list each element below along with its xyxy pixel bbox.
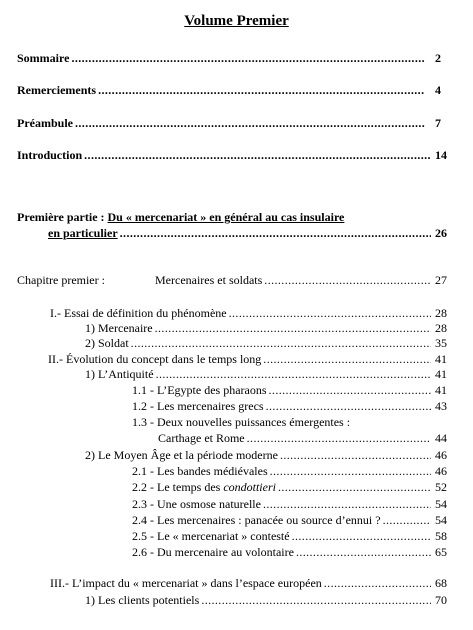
toc-page: 54: [435, 513, 447, 527]
toc-entry[interactable]: [132, 464, 447, 478]
part-prefix: Première partie :: [17, 210, 108, 224]
toc-entry[interactable]: [132, 480, 447, 494]
toc-leader: [229, 306, 431, 320]
toc-label: II.- Évolution du concept dans le temps long: [48, 352, 262, 366]
toc-leader: [201, 593, 431, 607]
toc-page: 4: [435, 83, 441, 97]
toc-leader: [263, 352, 431, 366]
toc-label: [132, 480, 276, 494]
toc-entry[interactable]: [132, 545, 447, 559]
toc-entry[interactable]: [85, 336, 447, 350]
chapter-title: Mercenaires et soldats: [155, 273, 263, 287]
toc-label: 2.6 - Du mercenaire au volontaire: [132, 545, 294, 559]
part-title-line1: Du « mercenariat » en général au cas insulaire: [107, 210, 345, 224]
toc-leader: [324, 576, 431, 590]
toc-page: 70: [435, 593, 447, 607]
toc-leader: [278, 480, 431, 494]
toc-leader: [269, 383, 431, 397]
toc-page: 41: [435, 383, 447, 397]
toc-leader: [263, 497, 431, 511]
toc-label: 2.1 - Les bandes médiévales: [132, 464, 268, 478]
toc-label: Sommaire: [17, 51, 70, 65]
toc-entry[interactable]: [85, 367, 447, 381]
chapter-entry[interactable]: [155, 273, 447, 287]
toc-page: 28: [435, 306, 447, 320]
toc-entry[interactable]: [85, 593, 447, 607]
toc-page: 2: [435, 51, 441, 65]
toc-page: 46: [435, 464, 447, 478]
toc-leader: [98, 83, 425, 97]
toc-entry[interactable]: [48, 352, 447, 366]
toc-leader: [131, 336, 431, 350]
toc-label: Préambule: [17, 116, 73, 130]
toc-leader: [296, 545, 431, 559]
toc-leader: [280, 448, 431, 462]
toc-label: 1.1 - L’Egypte des pharaons: [132, 383, 267, 397]
toc-entry[interactable]: [85, 321, 447, 335]
toc-label: Carthage et Rome: [158, 431, 245, 445]
toc-page: 41: [435, 352, 447, 366]
toc-leader: [120, 226, 431, 240]
toc-entry-introduction[interactable]: [17, 148, 447, 162]
page-title: Volume Premier: [184, 13, 289, 29]
toc-entry-sommaire[interactable]: [17, 51, 441, 65]
toc-label: Introduction: [17, 148, 83, 162]
chapter-label: Chapitre premier :: [17, 273, 105, 287]
toc-label: 1) Les clients potentiels: [85, 593, 200, 607]
toc-entry[interactable]: [50, 576, 447, 590]
toc-label: Remerciements: [17, 83, 97, 97]
toc-entry[interactable]: [132, 399, 447, 413]
toc-entry[interactable]: [158, 431, 447, 445]
toc-page: 43: [435, 399, 447, 413]
part-heading-line2[interactable]: [48, 226, 447, 240]
toc-page: 54: [435, 497, 447, 511]
toc-page: 26: [435, 226, 447, 240]
toc-leader: [156, 367, 431, 381]
toc-leader: [266, 399, 431, 413]
toc-page: 27: [435, 273, 447, 287]
part-heading-line1[interactable]: [17, 210, 344, 224]
toc-page: 14: [435, 148, 447, 162]
toc-label: 1) Mercenaire: [85, 321, 153, 335]
toc-entry[interactable]: [85, 448, 447, 462]
toc-label: 2.4 - Les mercenaires : panacée ou source d’ennui ?: [132, 513, 381, 527]
toc-label: 2) Soldat: [85, 336, 129, 350]
toc-label: III.- L’impact du « mercenariat » dans l’espace européen: [50, 576, 322, 590]
toc-entry-remerciements[interactable]: [17, 83, 441, 97]
toc-label: 1.2 - Les mercenaires grecs: [132, 399, 264, 413]
toc-label: 2) Le Moyen Âge et la période moderne: [85, 448, 278, 462]
toc-leader: [84, 148, 431, 162]
toc-page: 58: [435, 529, 447, 543]
toc-entry[interactable]: [50, 306, 447, 320]
toc-entry[interactable]: [132, 383, 447, 397]
toc-label: I.- Essai de définition du phénomène: [50, 306, 227, 320]
toc-entry[interactable]: [132, 529, 447, 543]
toc-page: 46: [435, 448, 447, 462]
toc-page: 7: [435, 116, 441, 130]
toc-entry[interactable]: [132, 497, 447, 511]
toc-page: 52: [435, 480, 447, 494]
toc-entry-label[interactable]: 1.3 - Deux nouvelles puissances émergentes :: [132, 415, 351, 429]
toc-leader: [264, 273, 431, 287]
toc-leader: [270, 464, 431, 478]
toc-leader: [247, 431, 431, 445]
toc-page: 28: [435, 321, 447, 335]
toc-leader: [75, 116, 425, 130]
toc-page: 65: [435, 545, 447, 559]
toc-label-prefix: 2.2 - Le temps des: [132, 480, 224, 494]
toc-label: 2.3 - Une osmose naturelle: [132, 497, 261, 511]
toc-label-italic: condottieri: [223, 480, 276, 494]
toc-leader: [383, 513, 431, 527]
toc-label: 2.5 - Le « mercenariat » contesté: [132, 529, 290, 543]
toc-leader: [71, 51, 425, 65]
toc-page: 44: [435, 431, 447, 445]
toc-leader: [155, 321, 431, 335]
toc-page: 35: [435, 336, 447, 350]
toc-entry[interactable]: [132, 513, 447, 527]
toc-page: 41: [435, 367, 447, 381]
toc-page: 68: [435, 576, 447, 590]
toc-entry-preambule[interactable]: [17, 116, 441, 130]
part-title-line2: en particulier: [48, 226, 118, 240]
toc-label: 1) L’Antiquité: [85, 367, 154, 381]
toc-leader: [292, 529, 431, 543]
